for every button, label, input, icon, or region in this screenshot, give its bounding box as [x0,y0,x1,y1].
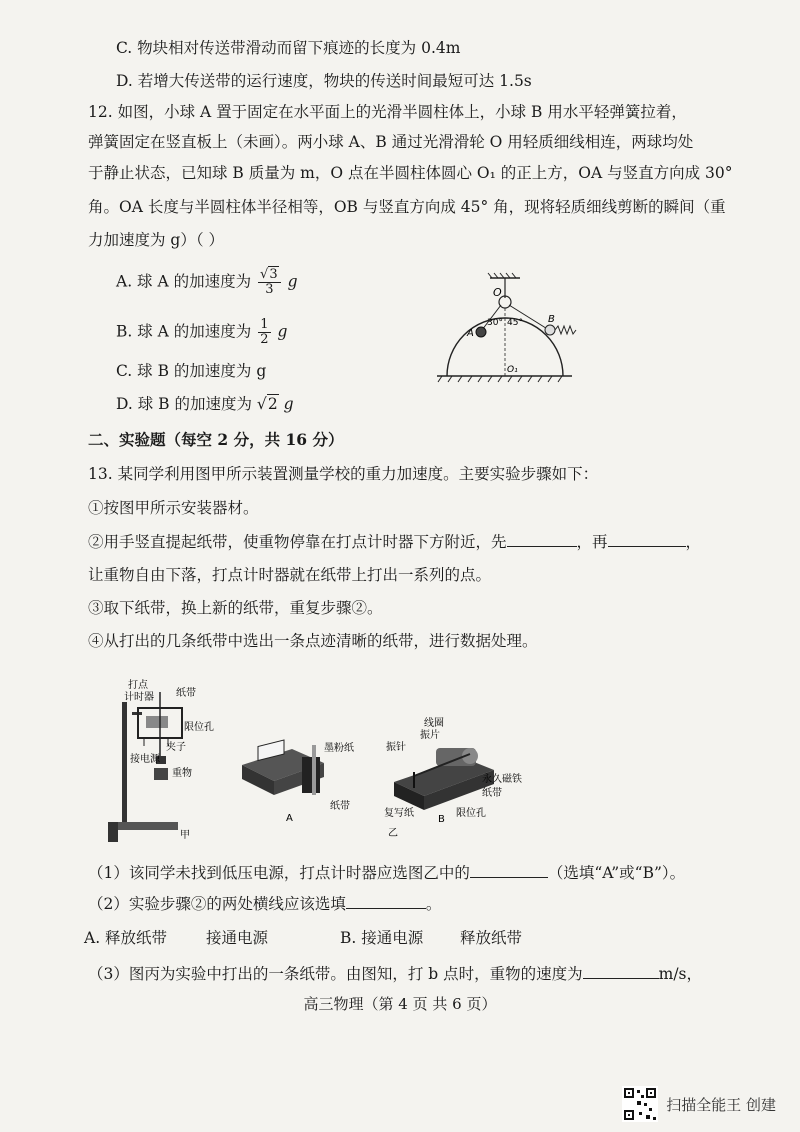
figure-jia [108,672,214,844]
q13-step1: ①按图甲所示安装器材。 [88,499,259,517]
a-label-tape: 纸带 [330,801,350,812]
q12-stem-line3: 于静止状态，已知球 B 质量为 m，O 点在半圆柱体圆心 O₁ 的正上方，OA 与竖直方向成 30° [88,164,733,182]
b-label-tape: 纸带 [482,788,502,799]
angle-30: 30° [487,318,503,328]
answer-blank[interactable] [346,894,426,909]
choice-a-2: 接通电源 [206,929,269,947]
b-caption: B [438,814,445,825]
q11-option-d: D. 若增大传送带的运行速度，物块的传送时间最短可达 1.5s [116,72,532,90]
q13-step2-line2: 让重物自由下落，打点计时器就在纸带上打出一系列的点。 [88,566,492,584]
q12-option-d-text: D. 球 B 的加速度为 [116,395,252,413]
sqrt-symbol: √3 [260,267,278,282]
q12-stem-line4: 角。OA 长度与半圆柱体半径相等，OB 与竖直方向成 45° 角，现将轻质细线剪断的瞬间（重 [88,198,726,216]
q13-sub3: （3）图丙为实验中打出的一条纸带。由图知，打 b 点时，重物的速度为 m/s， [88,965,703,983]
a-caption: A [286,813,293,824]
gravity-symbol: g [277,322,288,341]
q12-figure [432,272,582,390]
choice-a-1: A. 释放纸带 [84,929,168,947]
b-label-magnet: 永久磁铁 [482,774,522,785]
fraction: $\frac{√3}{3}$ [258,268,281,297]
page-footer: 高三物理（第 4 页 共 6 页） [303,995,497,1013]
q13-sub2: （2）实验步骤②的两处横线应该选填 。 [88,895,442,913]
gravity-symbol: g [287,272,298,291]
answer-blank[interactable] [507,532,577,547]
q13-step3: ③取下纸带，换上新的纸带，重复步骤②。 [88,599,383,617]
jia-label-timer1: 打点 [128,680,148,691]
jia-label-tape: 纸带 [176,688,196,699]
watermark-text: 扫描全能王 创建 [666,1095,776,1114]
q13-step2: ②用手竖直提起纸带，使重物停靠在打点计时器下方附近，先 ，再 ， [88,533,702,551]
q12-stem-line2: 弹簧固定在竖直板上（未画）。两小球 A、B 通过光滑滑轮 O 用轻质细线相连，两球均处 [88,133,694,151]
q13-step4: ④从打出的几条纸带中选出一条点迹清晰的纸带，进行数据处理。 [88,632,538,650]
b-label-reed: 振片 [420,730,440,741]
answer-blank[interactable] [583,964,659,979]
b-label-needle: 振针 [386,742,406,753]
jia-label-hole: 限位孔 [184,722,214,733]
label-o: O [493,286,502,299]
jia-label-weight: 重物 [172,768,192,779]
answer-blank[interactable] [470,863,548,878]
label-o1: O₁ [507,365,518,375]
q12-option-c: C. 球 B 的加速度为 g [116,362,267,380]
q12-option-d [116,393,294,415]
q12-option-b-text: B. 球 A 的加速度为 [116,322,252,341]
label-a: A [467,328,474,339]
q12-stem-line1: 12. 如图，小球 A 置于固定在水平面上的光滑半圆柱体上，小球 B 用水平轻弹簧拉着， [88,103,687,121]
yi-caption: 乙 [388,828,398,839]
b-label-hole: 限位孔 [456,808,486,819]
q11-option-c: C. 物块相对传送带滑动而留下痕迹的长度为 0.4m [116,39,461,57]
jia-caption: 甲 [180,830,190,841]
fraction: $\frac{1}{2}$ [260,317,269,347]
q12-option-b [116,318,287,347]
q13-sub1: （1）该同学未找到低压电源，打点计时器应选图乙中的 （选填“A”或“B”）。 [88,864,686,882]
jia-label-power: 接电源 [130,754,160,765]
scanner-watermark [622,1086,776,1122]
answer-blank[interactable] [608,532,686,547]
angle-45: 45° [507,318,523,328]
figure-a [232,735,372,825]
q12-option-a [116,268,298,297]
gravity-symbol: g [283,395,294,413]
choice-b-1: B. 接通电源 [340,929,424,947]
jia-label-clip: 夹子 [166,742,186,753]
sqrt-symbol: √2 [256,395,278,413]
qr-code-icon [622,1086,658,1122]
jia-label-timer2: 计时器 [124,692,154,703]
choice-b-2: 释放纸带 [460,929,523,947]
b-label-coil: 线圈 [424,718,444,729]
section-2-heading: 二、实验题（每空 2 分，共 16 分） [88,430,344,449]
q12-option-a-text: A. 球 A 的加速度为 [116,272,252,291]
b-label-carbon: 复写纸 [384,808,414,819]
q12-stem-line5: 力加速度为 g）（ ） [88,231,225,249]
figure-b [384,712,544,840]
label-b: B [548,314,555,325]
q13-intro: 13. 某同学利用图甲所示装置测量学校的重力加速度。主要实验步骤如下： [88,465,599,483]
a-label-powder: 墨粉纸 [324,743,354,754]
